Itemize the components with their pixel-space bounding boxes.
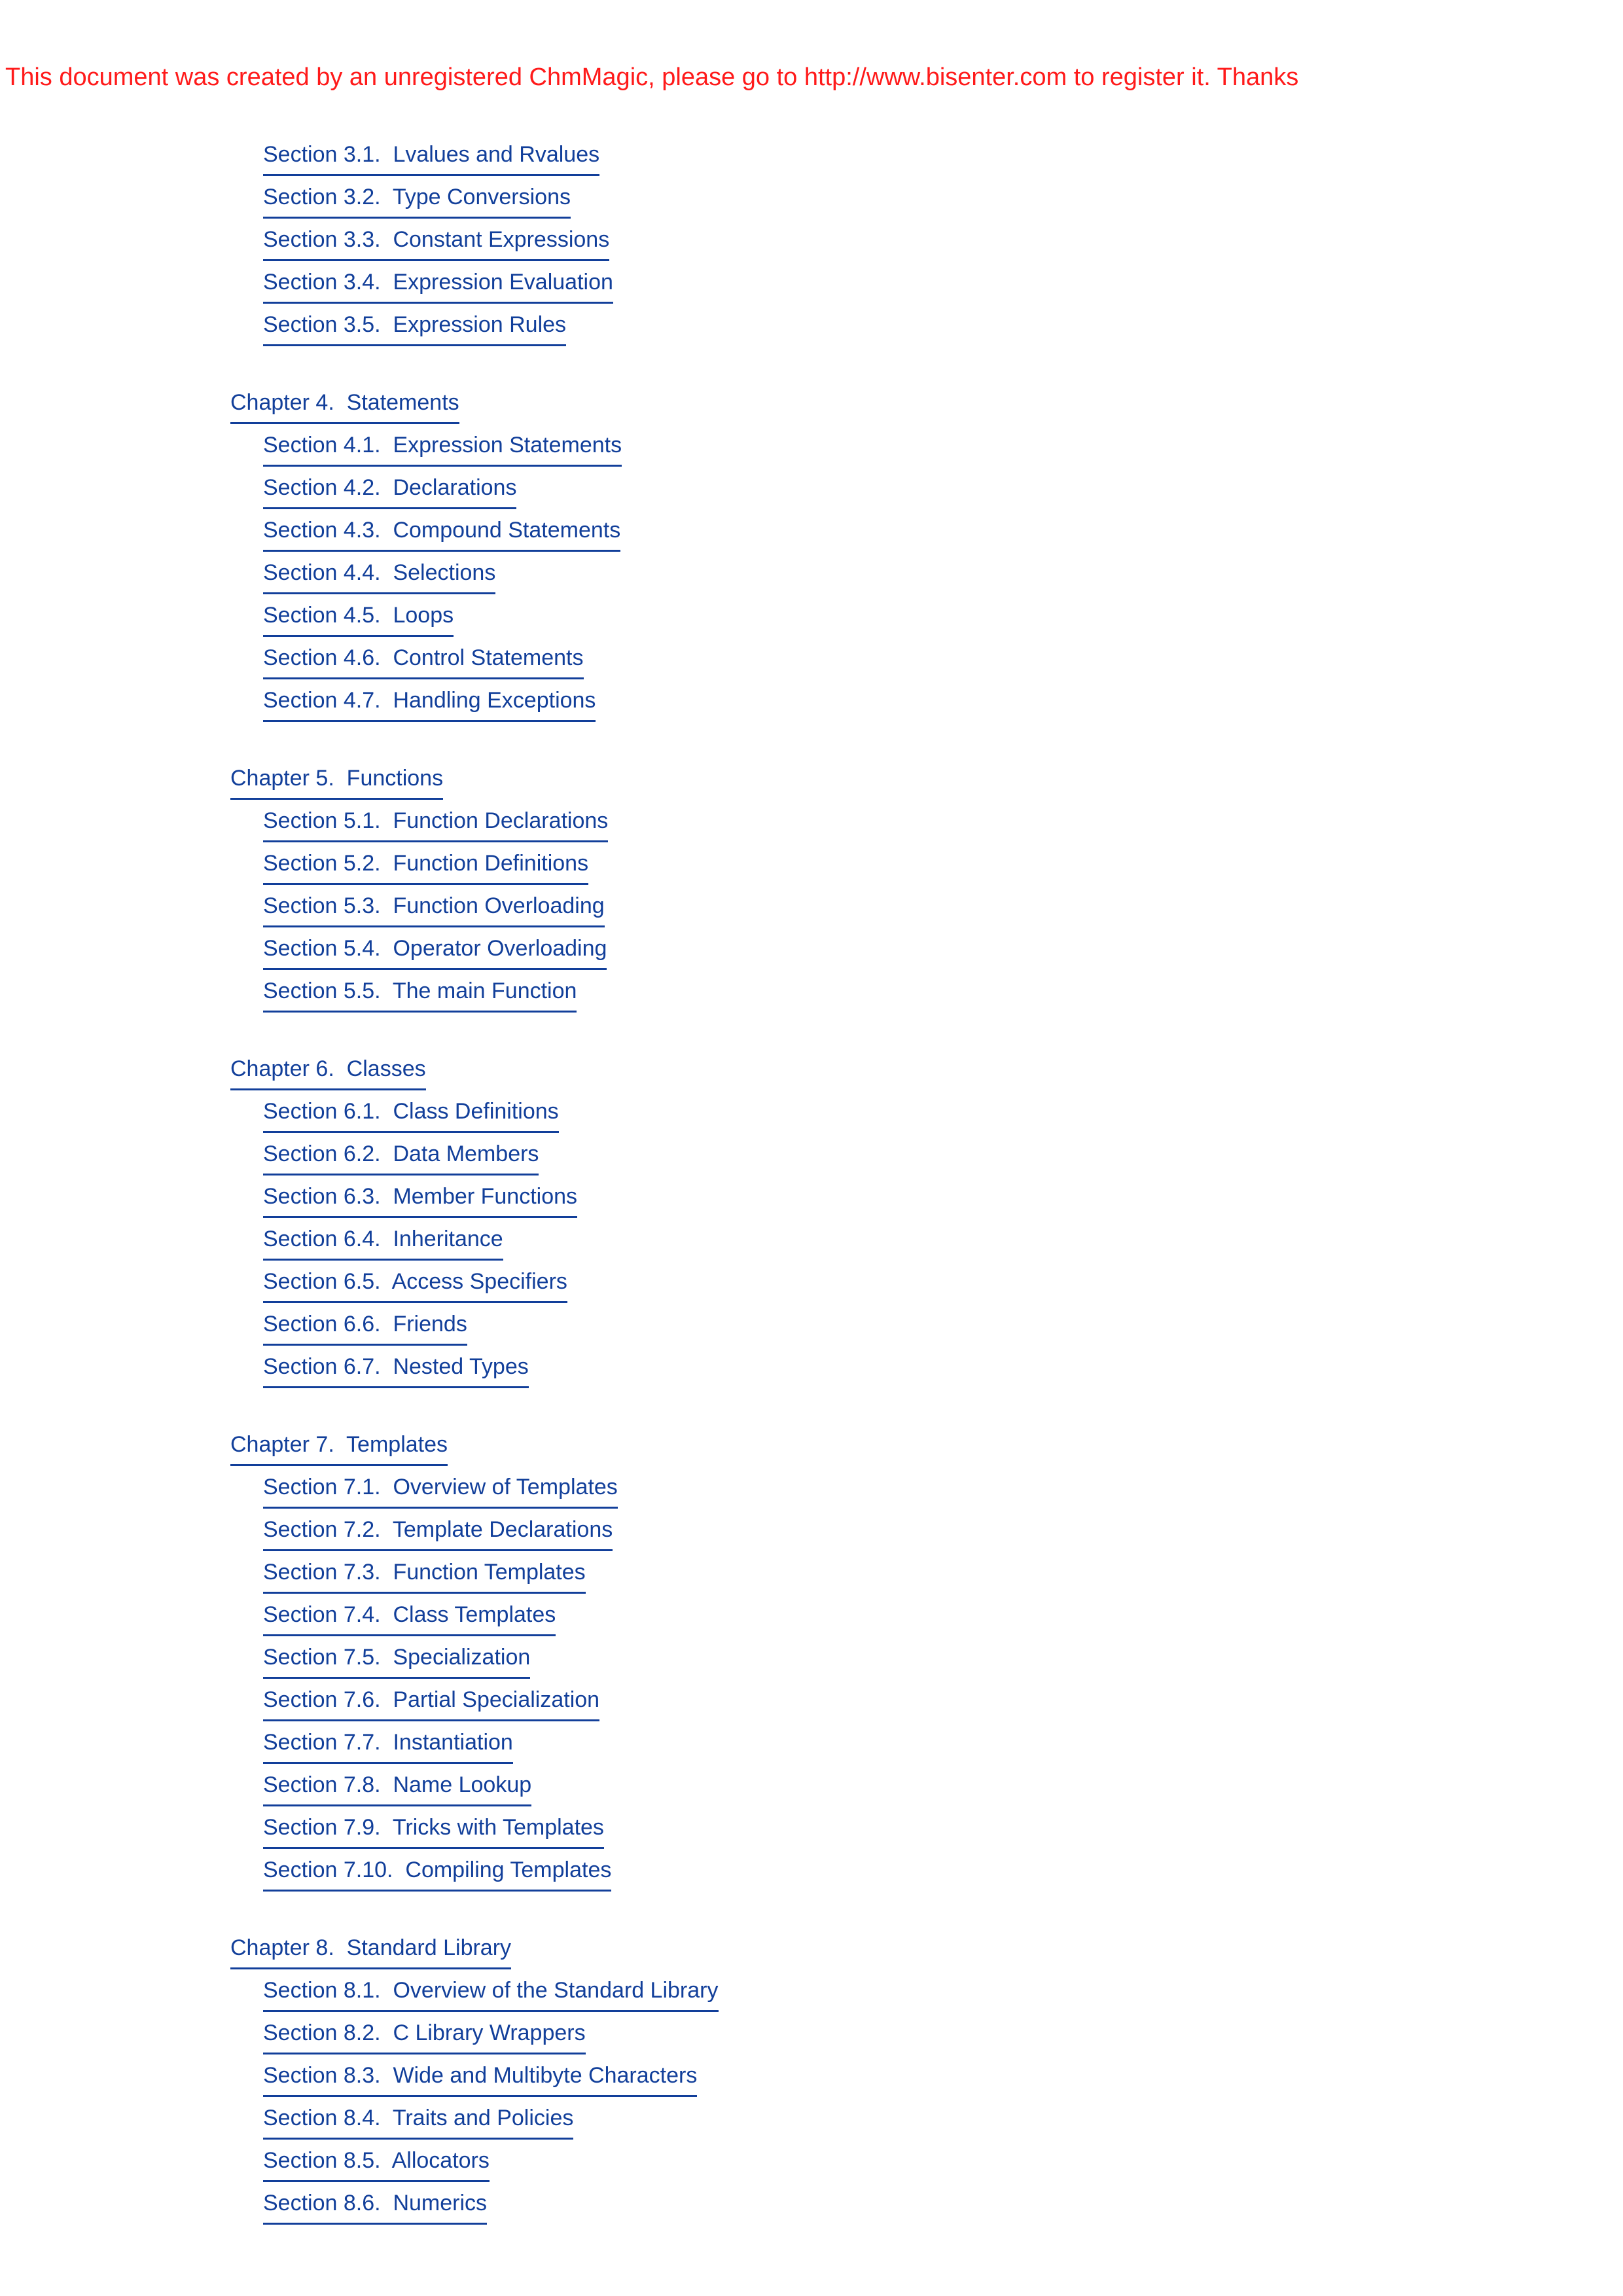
- section-title: Function Templates: [393, 1560, 586, 1585]
- section-entry: [263, 135, 719, 177]
- section-link[interactable]: [263, 2056, 697, 2097]
- section-entry: [263, 468, 719, 511]
- section-number: Section 4.7.: [263, 688, 381, 713]
- section-link[interactable]: [263, 1638, 530, 1679]
- section-number: Section 5.2.: [263, 851, 381, 876]
- section-title: Function Declarations: [393, 808, 609, 833]
- section-link[interactable]: [263, 1510, 613, 1551]
- section-entry: [263, 425, 719, 468]
- section-link[interactable]: [263, 971, 577, 1013]
- section-entry: [263, 1219, 719, 1262]
- section-entry: [263, 2056, 719, 2098]
- section-entry: [263, 305, 719, 348]
- section-title: Constant Expressions: [393, 227, 610, 252]
- section-title: Partial Specialization: [393, 1687, 600, 1712]
- section-link[interactable]: [263, 681, 596, 722]
- section-entry: [263, 1850, 719, 1893]
- section-link[interactable]: [263, 177, 571, 219]
- section-entry: [263, 1765, 719, 1808]
- section-number: Section 7.2.: [263, 1517, 381, 1542]
- section-title: Function Definitions: [393, 851, 589, 876]
- section-number: Section 5.3.: [263, 893, 381, 918]
- chapter-entry: [230, 759, 719, 801]
- section-link[interactable]: [263, 886, 605, 927]
- section-number: Section 3.4.: [263, 270, 381, 295]
- section-title: Access Specifiers: [391, 1269, 567, 1294]
- section-number: Section 4.6.: [263, 645, 381, 670]
- section-entry: [263, 220, 719, 262]
- chapter-link[interactable]: [230, 1049, 426, 1090]
- section-title: Type Conversions: [392, 185, 571, 209]
- chapter-number: Chapter 7.: [230, 1432, 334, 1457]
- chapter-entry: [230, 1049, 719, 1092]
- section-link[interactable]: [263, 1680, 599, 1721]
- section-title: Declarations: [393, 475, 517, 500]
- section-title: Handling Exceptions: [393, 688, 596, 713]
- chapter-number: Chapter 8.: [230, 1935, 334, 1960]
- section-title: Lvalues and Rvalues: [393, 142, 600, 167]
- section-entry: [263, 2141, 719, 2183]
- section-title: Member Functions: [393, 1184, 578, 1209]
- section-link[interactable]: [263, 1552, 586, 1594]
- section-number: Section 8.1.: [263, 1978, 381, 2003]
- section-number: Section 3.3.: [263, 227, 381, 252]
- section-title: Nested Types: [393, 1354, 529, 1379]
- section-link[interactable]: [263, 844, 588, 885]
- section-number: Section 7.7.: [263, 1730, 381, 1755]
- section-number: Section 6.7.: [263, 1354, 381, 1379]
- unregistered-banner: This document was created by an unregistered ChmMagic, please go to http://www.bisenter.com to register it. Thanks: [5, 63, 1299, 91]
- section-title: Instantiation: [393, 1730, 513, 1755]
- section-entry: [263, 1262, 719, 1304]
- section-title: C Library Wrappers: [393, 2020, 586, 2045]
- section-number: Section 4.4.: [263, 560, 381, 585]
- chapter-title: Standard Library: [346, 1935, 512, 1960]
- section-number: Section 8.5.: [263, 2148, 381, 2173]
- section-number: Section 6.4.: [263, 1227, 381, 1251]
- section-entry: [263, 2183, 719, 2226]
- section-number: Section 8.4.: [263, 2106, 381, 2130]
- toc-block: [230, 1425, 719, 1893]
- section-number: Section 5.5.: [263, 978, 381, 1003]
- section-entry: [263, 929, 719, 971]
- chapter-number: Chapter 6.: [230, 1056, 334, 1081]
- section-entry: [263, 681, 719, 723]
- section-entry: [263, 971, 719, 1014]
- section-link[interactable]: [263, 1262, 567, 1303]
- section-number: Section 5.4.: [263, 936, 381, 961]
- toc-block: [230, 383, 719, 723]
- section-number: Section 3.1.: [263, 142, 381, 167]
- section-title: Tricks with Templates: [392, 1815, 604, 1840]
- toc-block: [230, 1928, 719, 2226]
- section-entry: [263, 596, 719, 638]
- section-link[interactable]: [263, 1092, 559, 1133]
- section-number: Section 4.1.: [263, 433, 381, 457]
- section-entry: [263, 1680, 719, 1723]
- section-number: Section 7.9.: [263, 1815, 381, 1840]
- section-entry: [263, 1638, 719, 1680]
- section-number: Section 7.3.: [263, 1560, 381, 1585]
- section-title: Class Templates: [393, 1602, 556, 1627]
- section-link[interactable]: [263, 1177, 577, 1218]
- section-entry: [263, 1134, 719, 1177]
- section-number: Section 4.5.: [263, 603, 381, 628]
- toc-block: [230, 759, 719, 1014]
- section-title: Expression Rules: [393, 312, 567, 337]
- section-title: Data Members: [393, 1141, 539, 1166]
- section-entry: [263, 553, 719, 596]
- section-link[interactable]: [263, 220, 609, 261]
- section-link[interactable]: [263, 801, 608, 842]
- section-entry: [263, 511, 719, 553]
- section-link[interactable]: [263, 468, 516, 509]
- section-link[interactable]: [263, 1765, 531, 1806]
- toc-block: [230, 1049, 719, 1390]
- section-title: Name Lookup: [393, 1772, 532, 1797]
- section-title: Friends: [393, 1312, 467, 1336]
- section-link[interactable]: [263, 1134, 539, 1175]
- section-entry: [263, 1092, 719, 1134]
- section-title: Compound Statements: [393, 518, 621, 543]
- section-link[interactable]: [263, 511, 620, 552]
- chapter-entry: [230, 383, 719, 425]
- chapter-title: Templates: [346, 1432, 448, 1457]
- section-number: Section 7.4.: [263, 1602, 381, 1627]
- section-entry: [263, 1971, 719, 2013]
- section-link[interactable]: [263, 1971, 719, 2012]
- section-link[interactable]: [263, 135, 599, 176]
- chapter-link[interactable]: [230, 1928, 511, 1969]
- section-link[interactable]: [263, 596, 454, 637]
- section-title: Expression Statements: [393, 433, 622, 457]
- section-title: Overview of the Standard Library: [393, 1978, 719, 2003]
- section-link[interactable]: [263, 1219, 503, 1261]
- section-title: Specialization: [393, 1645, 531, 1670]
- section-entry: [263, 1552, 719, 1595]
- section-title: Control Statements: [393, 645, 584, 670]
- section-title: Wide and Multibyte Characters: [393, 2063, 698, 2088]
- section-number: Section 8.2.: [263, 2020, 381, 2045]
- section-title: Function Overloading: [393, 893, 605, 918]
- section-link[interactable]: [263, 2141, 490, 2182]
- chapter-number: Chapter 5.: [230, 766, 334, 791]
- section-number: Section 7.10.: [263, 1857, 393, 1882]
- chapter-number: Chapter 4.: [230, 390, 334, 415]
- section-entry: [263, 886, 719, 929]
- section-entry: [263, 1177, 719, 1219]
- chapter-link[interactable]: [230, 383, 459, 424]
- section-number: Section 6.3.: [263, 1184, 381, 1209]
- section-link[interactable]: [263, 929, 607, 970]
- section-title: Compiling Templates: [405, 1857, 612, 1882]
- section-entry: [263, 1723, 719, 1765]
- section-link[interactable]: [263, 2183, 487, 2225]
- section-entry: [263, 177, 719, 220]
- section-link[interactable]: [263, 1595, 556, 1636]
- section-title: The main Function: [392, 978, 577, 1003]
- section-entry: [263, 1304, 719, 1347]
- section-title: Selections: [393, 560, 496, 585]
- section-entry: [263, 1808, 719, 1850]
- section-number: Section 7.6.: [263, 1687, 381, 1712]
- section-entry: [263, 844, 719, 886]
- section-title: Numerics: [393, 2191, 488, 2215]
- section-title: Template Declarations: [392, 1517, 613, 1542]
- section-link[interactable]: [263, 1304, 467, 1346]
- section-title: Allocators: [391, 2148, 490, 2173]
- section-entry: [263, 2013, 719, 2056]
- section-title: Inheritance: [393, 1227, 503, 1251]
- section-link[interactable]: [263, 1808, 604, 1849]
- chapter-title: Functions: [346, 766, 444, 791]
- section-title: Operator Overloading: [393, 936, 607, 961]
- section-entry: [263, 1467, 719, 1510]
- chapter-entry: [230, 1425, 719, 1467]
- section-title: Traits and Policies: [392, 2106, 574, 2130]
- section-link[interactable]: [263, 262, 613, 304]
- chapter-title: Classes: [346, 1056, 426, 1081]
- section-link[interactable]: [263, 2098, 573, 2140]
- toc-block: [230, 135, 719, 348]
- section-title: Overview of Templates: [393, 1475, 618, 1499]
- section-link[interactable]: [263, 1347, 529, 1388]
- section-entry: [263, 1595, 719, 1638]
- section-entry: [263, 1347, 719, 1390]
- section-link[interactable]: [263, 1723, 513, 1764]
- section-number: Section 6.2.: [263, 1141, 381, 1166]
- section-number: Section 8.3.: [263, 2063, 381, 2088]
- chapter-link[interactable]: [230, 759, 443, 800]
- section-title: Class Definitions: [393, 1099, 559, 1124]
- chapter-title: Statements: [346, 390, 459, 415]
- section-link[interactable]: [263, 2013, 586, 2054]
- section-link[interactable]: [263, 553, 495, 594]
- section-number: Section 8.6.: [263, 2191, 381, 2215]
- chapter-entry: [230, 1928, 719, 1971]
- section-entry: [263, 638, 719, 681]
- section-link[interactable]: [263, 305, 566, 346]
- section-title: Expression Evaluation: [393, 270, 613, 295]
- section-number: Section 7.5.: [263, 1645, 381, 1670]
- section-number: Section 4.2.: [263, 475, 381, 500]
- section-number: Section 7.1.: [263, 1475, 381, 1499]
- section-link[interactable]: [263, 638, 584, 679]
- section-number: Section 3.5.: [263, 312, 381, 337]
- section-number: Section 4.3.: [263, 518, 381, 543]
- section-number: Section 5.1.: [263, 808, 381, 833]
- section-link[interactable]: [263, 1467, 618, 1509]
- section-link[interactable]: [263, 1850, 611, 1892]
- section-entry: [263, 1510, 719, 1552]
- table-of-contents: [230, 135, 719, 2226]
- section-number: Section 7.8.: [263, 1772, 381, 1797]
- section-number: Section 6.1.: [263, 1099, 381, 1124]
- section-entry: [263, 262, 719, 305]
- section-link[interactable]: [263, 425, 622, 467]
- section-title: Loops: [393, 603, 454, 628]
- section-entry: [263, 2098, 719, 2141]
- section-number: Section 6.6.: [263, 1312, 381, 1336]
- chapter-link[interactable]: [230, 1425, 448, 1466]
- section-entry: [263, 801, 719, 844]
- section-number: Section 6.5.: [263, 1269, 381, 1294]
- section-number: Section 3.2.: [263, 185, 381, 209]
